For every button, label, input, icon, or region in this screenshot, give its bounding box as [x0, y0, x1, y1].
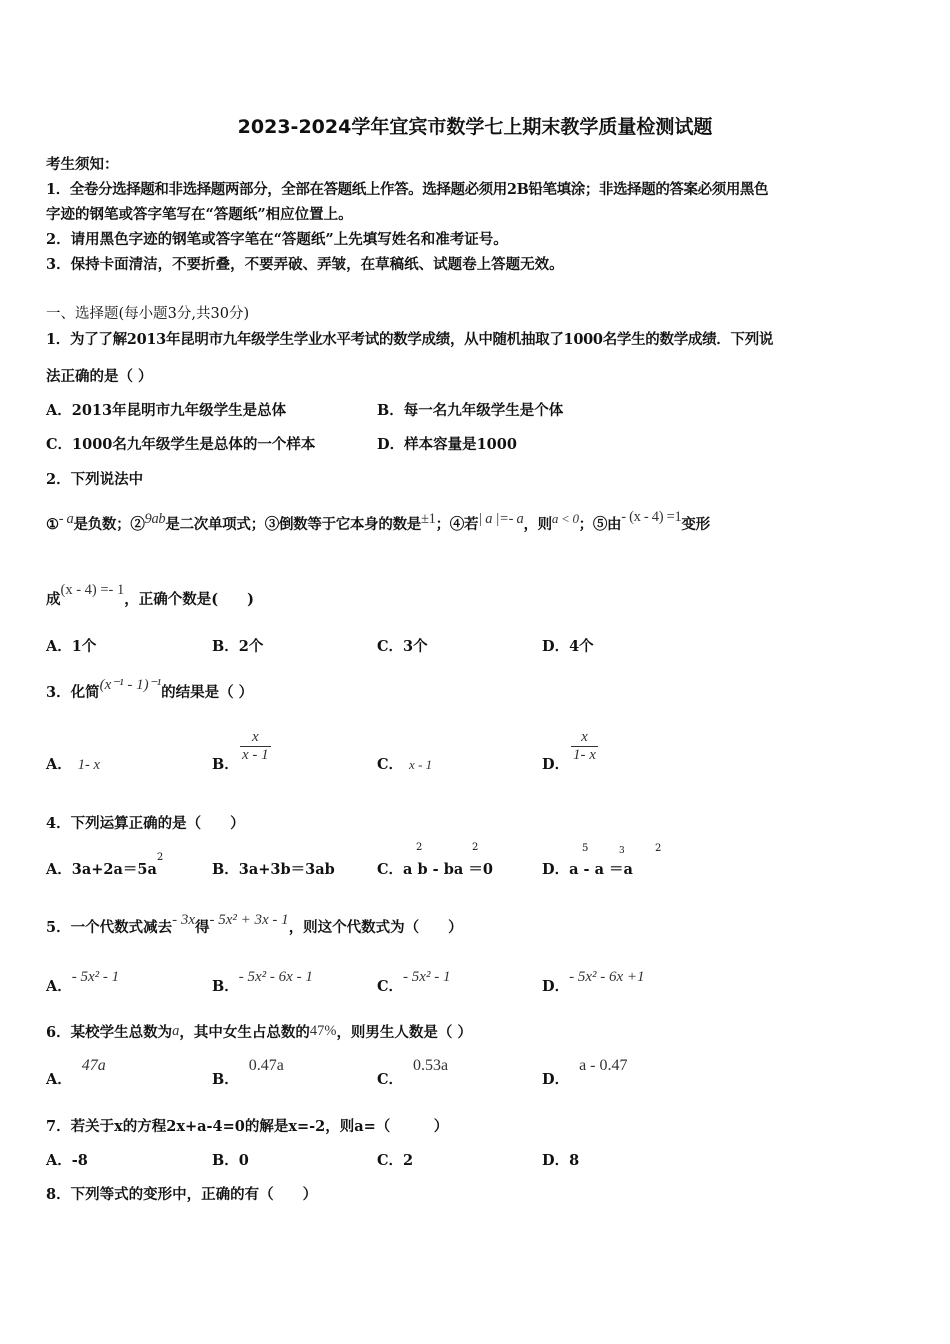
notice-item-3: 3．保持卡面清洁，不要折叠，不要弄破、弄皱，在草稿纸、试题卷上答题无效。 [46, 256, 564, 273]
q4-stem: 4．下列运算正确的是（ ） [46, 815, 245, 832]
q5-option-a-label: A． [46, 978, 72, 995]
q2-text-4: ；④若 [435, 516, 479, 533]
q4-option-c-sup2: 2 [472, 842, 479, 853]
q7-option-a: A．-8 [46, 1152, 88, 1169]
q2-math-2: 9ab [144, 511, 166, 527]
q5-text-pre: 5．一个代数式减去 [46, 919, 173, 936]
q2-text-7: 变形 [681, 516, 710, 533]
q2-text-8: 成 [46, 591, 61, 608]
q5-option-d [542, 969, 645, 996]
q5-option-c-label: C． [377, 978, 404, 995]
q1-stem-line1: 1．为了了解2013年昆明市九年级学生学业水平考试的数学成绩，从中随机抽取了1000名学生的数学成绩．下列说 [46, 331, 774, 348]
q3-option-a [46, 753, 100, 774]
q1-option-a: A．2013年昆明市九年级学生是总体 [46, 402, 287, 419]
q3-option-c-value: x - 1 [409, 757, 433, 772]
q6-option-d-label: D． [542, 1071, 570, 1088]
q2-math-4: | a |=- a [478, 511, 524, 527]
q2-text-5: ，则 [523, 516, 552, 533]
q4-option-a [46, 852, 164, 879]
q3-text-post: 的结果是（ ） [161, 684, 254, 701]
q6-option-b-value: 0.47a [248, 1057, 284, 1074]
q3-option-b-label: B． [212, 756, 239, 773]
q4-option-c-sup1: 2 [416, 842, 423, 853]
q6-text-mid: ，其中女生占总数的 [179, 1024, 310, 1041]
q8-stem: 8．下列等式的变形中，正确的有（ ） [46, 1186, 318, 1203]
q6-option-c-label: C． [377, 1071, 404, 1088]
q2-text-1: ① [46, 516, 59, 533]
q2-option-d: D．4个 [542, 638, 594, 655]
q2-math-1: - a [58, 511, 74, 527]
notice-item-1a: 1．全卷分选择题和非选择题两部分，全部在答题纸上作答。选择题必须用2B铅笔填涂；非选择题的答案必须用黑色 [46, 181, 769, 198]
q3-option-d-numerator: x [581, 729, 588, 745]
q2-option-b: B．2个 [212, 638, 264, 655]
q2-math-5: a < 0 [551, 511, 579, 526]
q5-option-a [46, 969, 120, 996]
q4-option-c-text: C．a b - ba ＝0 [377, 861, 493, 878]
q6-text-pre: 6．某校学生总数为 [46, 1024, 173, 1041]
q5-text-mid: 得 [195, 919, 210, 936]
q1-option-c: C．1000名九年级学生是总体的一个样本 [46, 436, 316, 453]
q4-option-b: B．3a+3b＝3ab [212, 861, 335, 878]
q3-text-pre: 3．化简 [46, 684, 100, 701]
q1-option-d: D．样本容量是1000 [377, 436, 517, 453]
q6-option-b-label: B． [212, 1071, 239, 1088]
q2-text-6: ；⑤由 [578, 516, 622, 533]
q7-stem: 7．若关于x的方程2x+a-4=0的解是x=-2，则a=（ ） [46, 1118, 449, 1135]
q3-option-b-denominator: x - 1 [242, 747, 269, 763]
q6-option-c [377, 1057, 449, 1089]
q7-option-b: B．0 [212, 1152, 249, 1169]
q4-option-d-sup2: 3 [619, 846, 625, 856]
q2-option-c: C．3个 [377, 638, 428, 655]
q5-option-a-value: - 5x² - 1 [71, 969, 120, 985]
q6-stem [46, 1021, 472, 1042]
q3-stem [46, 677, 254, 702]
section-heading: 一、选择题(每小题3分,共30分) [46, 306, 250, 322]
q3-option-d-label: D． [542, 756, 570, 773]
q5-math-1: - 3x [172, 912, 195, 928]
q6-option-c-value: 0.53a [413, 1057, 449, 1074]
q5-option-c [377, 969, 451, 996]
q6-option-a [46, 1057, 106, 1089]
page-title: 2023-2024学年宜宾市数学七上期末教学质量检测试题 [237, 116, 713, 138]
q2-option-a: A．1个 [46, 638, 97, 655]
q1-stem-line2: 法正确的是（ ） [46, 368, 153, 385]
q3-option-a-value: 1- x [77, 757, 100, 773]
q4-option-d-sup1: 5 [582, 843, 589, 854]
q4-option-a-sup: 2 [156, 852, 164, 863]
q5-option-c-value: - 5x² - 1 [403, 969, 451, 985]
q4-option-a-text: A．3a+2a＝5a [46, 861, 157, 878]
q4-option-d-text: D．a - a ＝a [542, 861, 633, 878]
q3-option-c [377, 753, 432, 774]
q5-option-b-label: B． [212, 978, 239, 995]
q6-option-d-value: a - 0.47 [579, 1057, 628, 1074]
notice-item-1b: 字迹的钢笔或答字笔写在“答题纸”相应位置上。 [46, 206, 353, 223]
q4-option-c [377, 858, 493, 879]
q3-option-b-fraction [240, 729, 271, 764]
q5-option-d-label: D． [542, 978, 570, 995]
q2-statements-line [46, 509, 904, 534]
q2-stem: 2．下列说法中 [46, 471, 144, 488]
q3-option-d-fraction [571, 729, 598, 764]
q6-option-b [212, 1057, 284, 1089]
q6-math-2: 47% [309, 1023, 337, 1039]
q6-math-1: a [172, 1023, 180, 1039]
q2-text-3: 是二次单项式；③倒数等于它本身的数是 [165, 516, 421, 533]
q4-option-d [542, 858, 633, 879]
q2-text-2: 是负数；② [73, 516, 145, 533]
q3-option-c-label: C． [377, 756, 404, 773]
q3-option-d-denominator: 1- x [573, 747, 596, 763]
q6-option-a-value: 47a [81, 1057, 106, 1074]
q2-math-6: - (x - 4) =1 [621, 509, 682, 525]
q5-option-b [212, 969, 313, 996]
q5-math-2: - 5x² + 3x - 1 [209, 912, 289, 928]
q2-math-8: (x - 4) =- 1 [60, 582, 125, 598]
q6-text-post: ，则男生人数是（ ） [336, 1024, 472, 1041]
q2-math-3: ±1 [420, 511, 436, 527]
q5-option-b-value: - 5x² - 6x - 1 [238, 969, 313, 985]
q2-statements-line2 [46, 582, 254, 609]
q5-text-post: ，则这个代数式为（ ） [288, 919, 463, 936]
q6-option-d [542, 1057, 628, 1089]
q4-option-d-sup3: 2 [655, 843, 662, 854]
q7-option-c: C．2 [377, 1152, 414, 1169]
q5-stem [46, 912, 463, 937]
q2-text-9: ，正确个数是( ) [124, 591, 254, 608]
q1-option-b: B．每一名九年级学生是个体 [377, 402, 564, 419]
notice-item-2: 2．请用黑色字迹的钢笔或答字笔在“答题纸”上先填写姓名和准考证号。 [46, 231, 508, 248]
q3-option-a-label: A． [46, 756, 72, 773]
q7-option-d: D．8 [542, 1152, 580, 1169]
q3-option-b-numerator: x [251, 729, 259, 745]
q6-option-a-label: A． [46, 1071, 72, 1088]
notice-heading: 考生须知： [46, 156, 119, 173]
q3-expression: (x⁻¹ - 1)⁻¹ [99, 677, 162, 693]
q5-option-d-value: - 5x² - 6x +1 [569, 969, 645, 985]
